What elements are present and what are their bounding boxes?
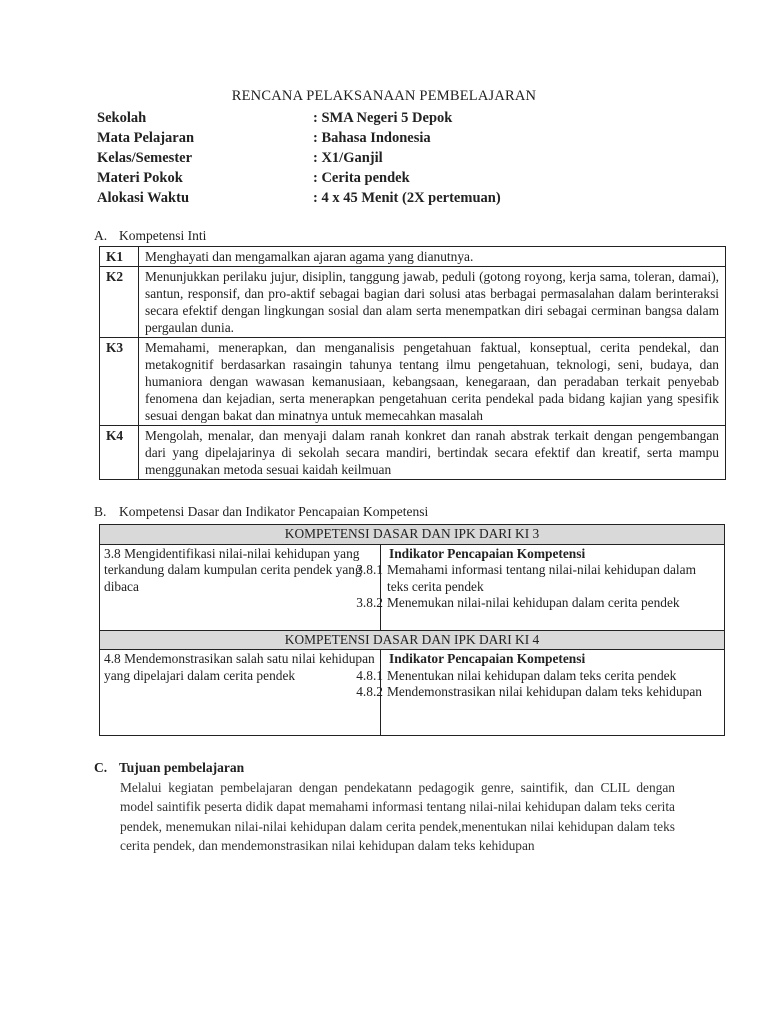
ipk-title: Indikator Pencapaian Kompetensi	[389, 651, 586, 667]
ipk-number: 3.8.1	[356, 562, 383, 578]
ipk-cell	[356, 650, 725, 736]
section-number: A.	[94, 228, 108, 243]
identity-label: Mata Pelajaran	[97, 130, 195, 146]
ki-text: Menghayati dan mengamalkan ajaran agama yang dianutnya.	[139, 247, 726, 267]
ki-row	[100, 426, 726, 480]
ki-code: K1	[100, 247, 139, 267]
ipk-title: Indikator Pencapaian Kompetensi	[389, 545, 586, 561]
identity-row-materi-pokok	[97, 168, 657, 188]
kd-row	[100, 650, 725, 736]
identity-row-sekolah	[97, 108, 657, 128]
section-title: Kompetensi Dasar dan Indikator Pencapaian Kompetensi	[119, 504, 429, 519]
ki-row	[100, 267, 726, 338]
kompetensi-inti-table	[99, 246, 726, 480]
identity-value: : 4 x 45 Menit (2X pertemuan)	[313, 190, 501, 206]
ki-row	[100, 247, 726, 267]
identity-value: : SMA Negeri 5 Depok	[313, 110, 453, 126]
ki-text: Menunjukkan perilaku jujur, disiplin, tanggung jawab, peduli (gotong royong, kerja sama, toleran, damai), santun, responsif, dan pro-aktif sebagai bagian dari solusi atas berbagai permasalahan dalam berinteraksi secara efektif dengan lingkungan sosial dan alam serta menempatkan diri sebagai cerminan bangsa dalam pergaulan dunia.	[139, 267, 726, 338]
identity-block	[97, 108, 657, 208]
kd-header: KOMPETENSI DASAR DAN IPK DARI KI 3	[100, 525, 725, 545]
kd-header-row	[100, 630, 725, 650]
kompetensi-dasar-table	[99, 524, 725, 736]
ipk-text: Menemukan nilai-nilai kehidupan dalam cerita pendek	[387, 595, 680, 611]
ki-text: Mengolah, menalar, dan menyaji dalam ranah konkret dan ranah abstrak terkait dengan pengembangan dari yang dipelajarinya di sekolah secara mandiri, bertindak secara efektif dan kreatif, serta mampu menggunakan metoda sesuai kaidah keilmuan	[139, 426, 726, 480]
ki-row	[100, 338, 726, 426]
section-a-heading	[94, 228, 206, 244]
ipk-number: 4.8.1	[356, 667, 383, 683]
ipk-item	[356, 562, 720, 595]
identity-value: : Cerita pendek	[313, 170, 410, 186]
ipk-text: Menentukan nilai kehidupan dalam teks cerita pendek	[387, 667, 677, 683]
ipk-number: 4.8.2	[356, 684, 383, 700]
ki-text: Memahami, menerapkan, dan menganalisis pengetahuan faktual, konseptual, cerita pendekal, dan metakognitif berdasarkan rasaingin tahunya tentang ilmu pengetahuan, teknologi, seni, budaya, dan humaniora dengan wawasan kemanusiaan, kebangsaan, kenegaraan, dan peradaban terkait penyebab fenomena dan kejadian, serta menerapkan pengetahuan cerita pendekal pada bidang kajian yang spesifik sesuai dengan bakat dan minatnya untuk memecahkan masalah	[139, 338, 726, 426]
section-c-heading	[94, 760, 244, 776]
ipk-item	[356, 684, 720, 701]
ipk-text: Memahami informasi tentang nilai-nilai kehidupan dalam teks cerita pendek	[387, 562, 697, 594]
ki-code: K4	[100, 426, 139, 480]
document-title: RENCANA PELAKSANAAN PEMBELAJARAN	[231, 88, 537, 104]
section-number: B.	[94, 504, 107, 519]
identity-value: : X1/Ganjil	[313, 150, 383, 166]
kd-header: KOMPETENSI DASAR DAN IPK DARI KI 4	[100, 630, 725, 650]
identity-row-kelas-semester	[97, 148, 657, 168]
identity-value: : Bahasa Indonesia	[313, 130, 431, 146]
kd-row	[100, 544, 725, 630]
ki-code: K2	[100, 267, 139, 338]
identity-label: Alokasi Waktu	[97, 190, 190, 206]
section-title: Tujuan pembelajaran	[119, 760, 245, 775]
ipk-item	[356, 595, 720, 612]
ipk-text: Mendemonstrasikan nilai kehidupan dalam teks kehidupan	[387, 684, 702, 700]
ipk-item	[356, 667, 720, 685]
section-number: C.	[94, 760, 108, 775]
identity-row-mata-pelajaran	[97, 128, 657, 148]
identity-label: Sekolah	[97, 110, 147, 126]
kd-description: 3.8 Mengidentifikasi nilai-nilai kehidupan yang terkandung dalam kumpulan cerita pendek yang dibaca	[100, 544, 381, 630]
identity-label: Kelas/Semester	[97, 150, 193, 166]
identity-row-alokasi-waktu	[97, 188, 657, 208]
section-title: Kompetensi Inti	[119, 228, 207, 243]
ipk-number: 3.8.2	[356, 595, 383, 611]
kd-header-row	[100, 525, 725, 545]
ipk-cell	[356, 544, 725, 630]
tujuan-paragraph: Melalui kegiatan pembelajaran dengan pendekatann pedagogik genre, saintifik, dan CLIL dengan model saintifik peserta didik dapat memahami informasi tentang nilai-nilai kehidupan dalam teks cerita pendek, menemukan nilai-nilai kehidupan dalam cerita pendek,menentukan nilai kehidupan dalam teks cerita pendek, dan mendemonstrasikan nilai kehidupan dalam teks kehidupan	[120, 780, 675, 853]
section-b-heading	[94, 504, 428, 520]
ki-code: K3	[100, 338, 139, 426]
identity-label: Materi Pokok	[97, 170, 183, 186]
kd-description: 4.8 Mendemonstrasikan salah satu nilai kehidupan yang dipelajari dalam cerita pendek	[100, 650, 381, 736]
